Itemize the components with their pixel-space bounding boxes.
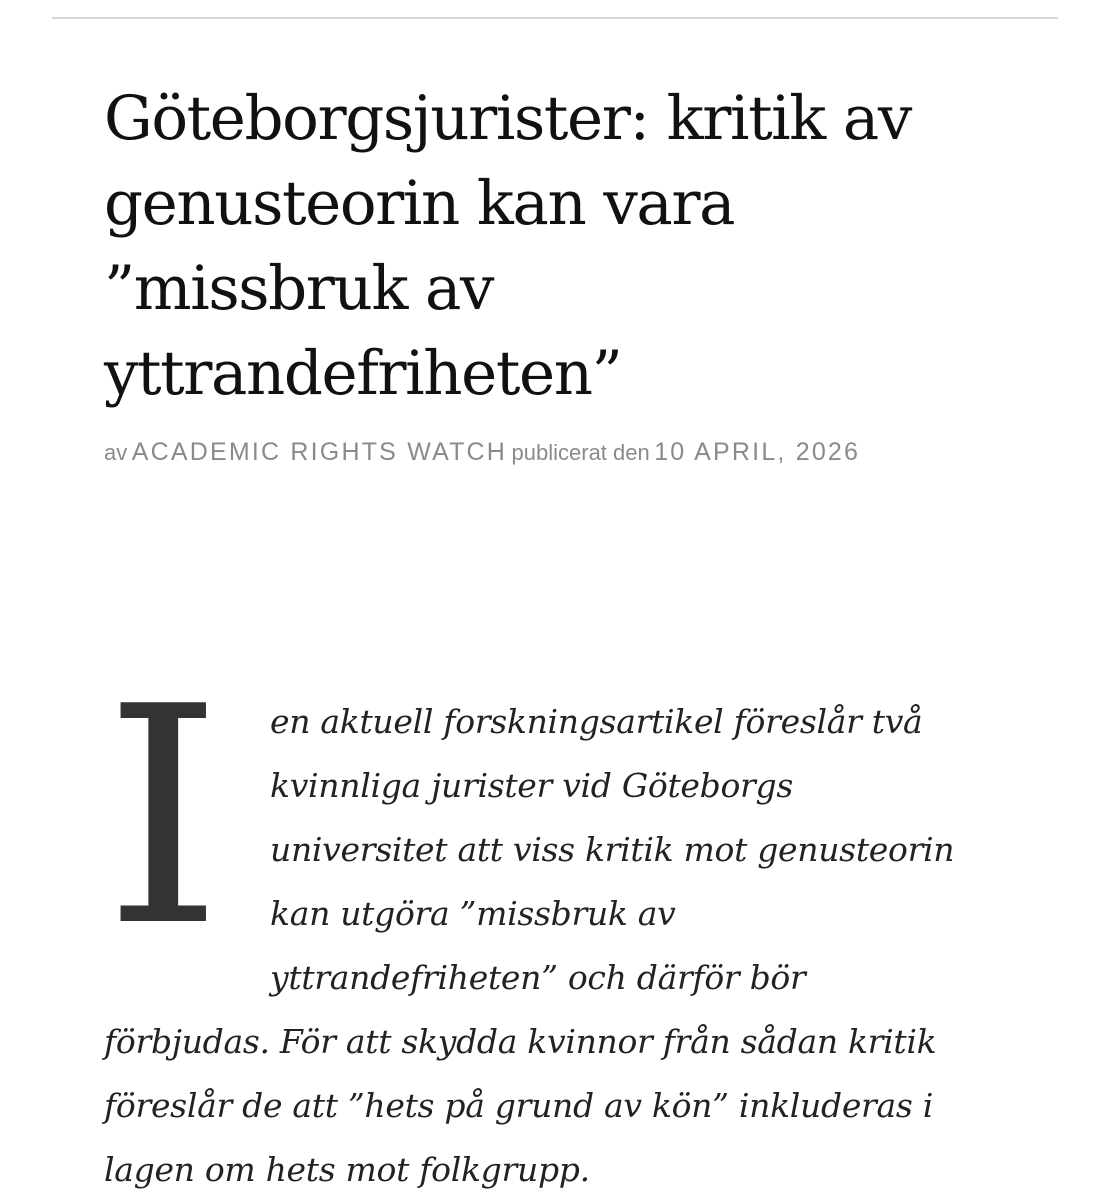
drop-cap: I [104, 643, 223, 992]
byline [104, 424, 984, 484]
byline-prefix: av [104, 440, 128, 465]
article-title: Göteborgsjurister: kritik av genusteorin kan vara ”missbruk av yttrandefriheten” [104, 83, 911, 409]
lead-text: en aktuell forskningsartikel föreslår två kvinnliga jurister vid Göteborgs universitet att viss kritik mot genusteorin kan utgöra ”missbruk av yttrandefriheten” och därför bör förbjudas. För att skydda kvinnor från sådan kritik föreslår de att ”hets på grund av kön” inkluderas i lagen om hets mot folkgrupp. [104, 702, 955, 1189]
published-label: publicerat den [511, 440, 650, 465]
article-header [104, 76, 1004, 484]
top-divider [52, 17, 1058, 19]
article-lead [104, 643, 964, 1202]
author-link[interactable]: ACADEMIC RIGHTS WATCH [131, 438, 508, 466]
publish-date: 10 APRIL, 2026 [654, 438, 861, 466]
